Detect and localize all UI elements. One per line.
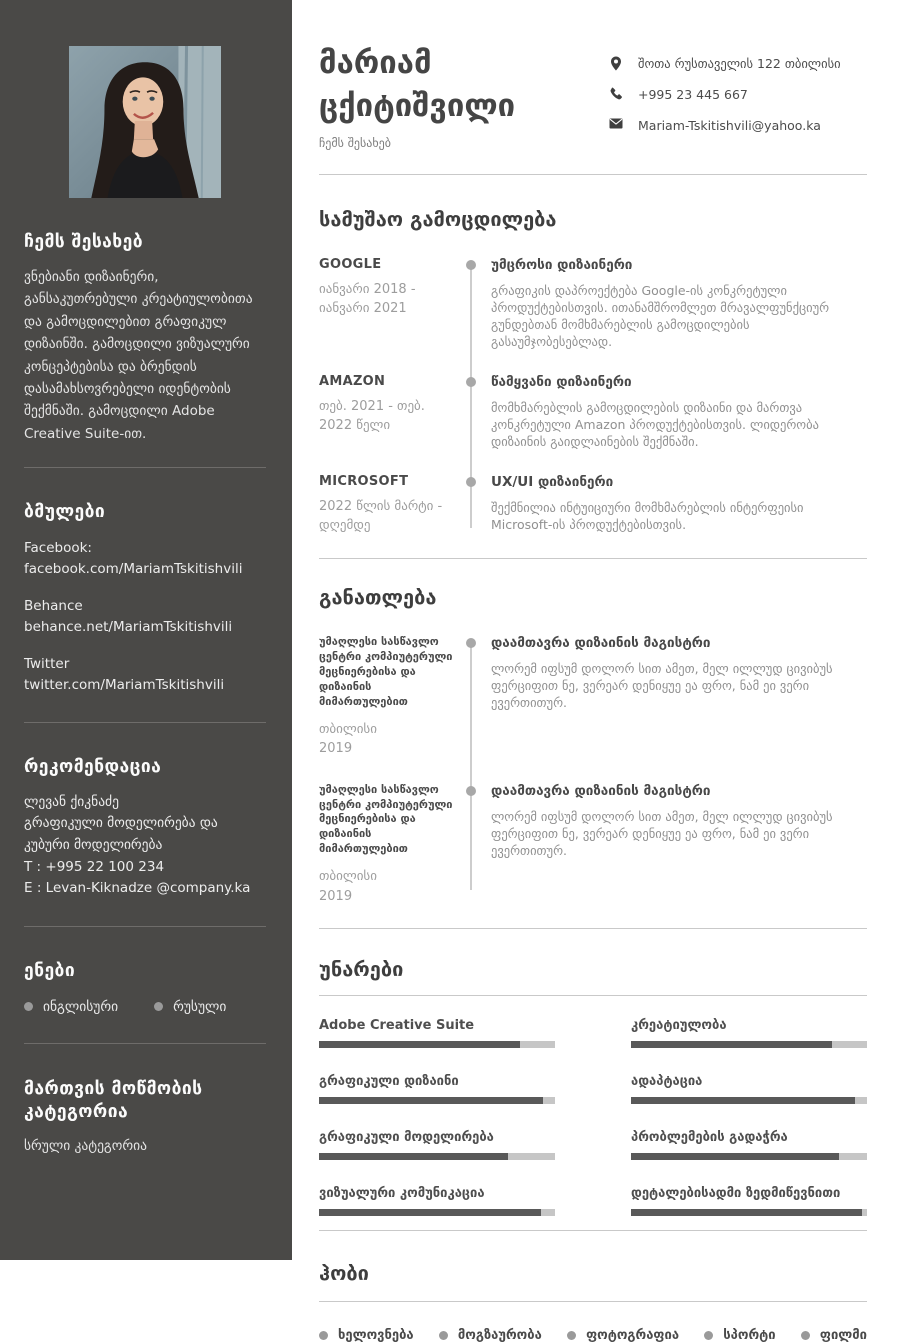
link-item-behance xyxy=(24,596,266,638)
bullet-icon xyxy=(801,1331,810,1340)
experience-entry xyxy=(319,257,867,350)
bullet-icon xyxy=(319,1331,328,1340)
section-divider xyxy=(319,1301,867,1302)
job-description: შექმნილია ინტუიციური მომხმარებლის ინტერფეისი Microsoft-ის პროდუქტებისთვის. xyxy=(491,499,804,532)
hobby-label: ფოტოგრაფია xyxy=(586,1328,680,1343)
timeline-dot-icon xyxy=(466,477,476,487)
languages-section xyxy=(24,961,266,1015)
section-divider xyxy=(319,558,867,559)
timeline-dot-icon xyxy=(466,786,476,796)
education-title: განათლება xyxy=(319,584,437,609)
bullet-icon xyxy=(154,1002,163,1011)
entry-dates: იანვარი 2018 - იანვარი 2021 xyxy=(319,281,416,317)
skills-title: უნარები xyxy=(319,957,404,982)
skill-item xyxy=(631,1074,867,1104)
institution-city: თბილისი xyxy=(319,721,377,737)
job-title: UX/UI დიზაინერი xyxy=(491,473,614,490)
company-name: MICROSOFT xyxy=(319,473,409,489)
contact-email[interactable]: Mariam-Tskitishvili@yahoo.ka xyxy=(638,118,821,133)
link-label: Behance xyxy=(24,598,83,615)
degree-description: ლორემ იფსუმ დოლორ სით ამეთ, მელ ილლუდ ცივიბუს ფერციფით ნე, ვერეარ დენიყუე ეა ფრო, ნამ ეი ვერი ევერთითურ. xyxy=(491,808,833,858)
hobby-item xyxy=(439,1328,542,1343)
links-title: ბმულები xyxy=(24,502,106,523)
bullet-icon xyxy=(24,1002,33,1011)
institution-year: 2019 xyxy=(319,888,353,904)
phone-icon xyxy=(609,87,623,101)
hobby-item xyxy=(704,1328,775,1343)
languages-title: ენები xyxy=(24,960,76,981)
section-divider xyxy=(319,1230,867,1231)
contact-address: შოთა რუსთაველის 122 თბილისი xyxy=(638,56,841,71)
timeline-dot-icon xyxy=(466,260,476,270)
skill-bar-fill xyxy=(319,1097,543,1104)
skills-section xyxy=(319,957,867,1216)
recommendation-title: რეკომენდაცია xyxy=(24,756,162,777)
skill-bar xyxy=(319,1097,555,1104)
main-content xyxy=(292,0,903,1343)
skill-bar-fill xyxy=(319,1041,520,1048)
contact-item-email xyxy=(609,118,867,133)
skill-item xyxy=(319,1074,555,1104)
institution-name: უმაღლესი სასწავლო ცენტრი კომპიუტერული მეცნიერებისა და დიზაინის მიმართულებით xyxy=(319,782,453,856)
skill-bar-fill xyxy=(631,1041,832,1048)
skill-bar xyxy=(319,1153,555,1160)
profile-photo xyxy=(69,46,221,198)
hobby-label: სპორტი xyxy=(723,1328,776,1343)
section-divider xyxy=(319,928,867,929)
experience-section xyxy=(319,207,867,536)
recommender-role: გრაფიკული მოდელირება და კუბური მოდელირება xyxy=(24,815,218,853)
skill-name: დეტალებისადმი ზედმიწევნითი xyxy=(631,1186,841,1202)
recommender-email: E : Levan-Kiknadze @company.ka xyxy=(24,880,251,897)
job-description: მომხმარებლის გამოცდილების დიზაინი და მართვა კონკრეტული Amazon პროდუქტებისთვის. ლიდერობა დიზაინის გაიდლაინების შექმნაში. xyxy=(491,399,819,449)
sidebar-divider xyxy=(24,722,266,723)
skills-grid xyxy=(319,1018,867,1216)
recommender-phone: T : +995 22 100 234 xyxy=(24,858,165,875)
sidebar-divider xyxy=(24,467,266,468)
link-url[interactable]: behance.net/MariamTskitishvili xyxy=(24,619,233,636)
skill-bar xyxy=(319,1041,555,1048)
company-name: AMAZON xyxy=(319,373,386,389)
skill-bar xyxy=(631,1209,867,1216)
license-title: მართვის მოწმობის კატეგორია xyxy=(24,1078,203,1123)
experience-entry xyxy=(319,474,867,536)
experience-entry xyxy=(319,374,867,450)
institution-location xyxy=(319,867,459,906)
skill-name: გრაფიკული მოდელირება xyxy=(319,1130,494,1146)
section-divider xyxy=(319,174,867,175)
link-url[interactable]: facebook.com/MariamTskitishvili xyxy=(24,561,243,578)
entry-dates: 2022 წლის მარტი - დღემდე xyxy=(319,498,443,534)
contact-phone: +995 23 445 667 xyxy=(638,87,748,102)
skill-name: ვიზუალური კომუნიკაცია xyxy=(319,1186,485,1202)
about-text: ვნებიანი დიზაინერი, განსაკუთრებული კრეატიულობითა და გამოცდილებით გრაფიკულ დიზაინში. გამოცდილი ვიზუალური კონცეპტებისა და ბრენდის დასამახსოვრებელი იდენტობის შექმნაში. გამოცდილი Adobe Creative Suite-ით. xyxy=(24,269,253,442)
skill-bar-fill xyxy=(631,1097,855,1104)
skill-item xyxy=(631,1018,867,1048)
bullet-icon xyxy=(704,1331,713,1340)
location-icon xyxy=(609,56,623,71)
sidebar xyxy=(0,0,292,1260)
section-divider xyxy=(319,995,867,996)
link-label: Twitter xyxy=(24,655,70,672)
skill-bar-fill xyxy=(319,1153,508,1160)
skill-item xyxy=(631,1130,867,1160)
experience-title: სამუშაო გამოცდილება xyxy=(319,206,557,231)
hobby-item xyxy=(801,1328,867,1343)
contact-item-address xyxy=(609,56,867,71)
institution-location xyxy=(319,720,459,759)
entry-dates: თებ. 2021 - თებ. 2022 წელი xyxy=(319,398,425,434)
bullet-icon xyxy=(439,1331,448,1340)
hobbies-section xyxy=(319,1261,867,1343)
full-name: მარიამ ცქიტიშვილი xyxy=(319,45,516,125)
skill-bar xyxy=(631,1041,867,1048)
skill-name: ადაპტაცია xyxy=(631,1074,703,1090)
degree-title: დაამთავრა დიზაინის მაგისტრი xyxy=(491,782,711,799)
skill-name: გრაფიკული დიზაინი xyxy=(319,1074,459,1090)
skill-item xyxy=(319,1186,555,1216)
hobby-item xyxy=(319,1328,414,1343)
education-entry xyxy=(319,783,867,907)
link-item-twitter xyxy=(24,654,266,696)
skill-bar-fill xyxy=(319,1209,541,1216)
skill-bar xyxy=(631,1153,867,1160)
skill-bar xyxy=(631,1097,867,1104)
recommendation-section xyxy=(24,757,266,900)
header-subtitle: ჩემს შესახებ xyxy=(319,135,391,150)
recommender-name: ლევან ქიკნაძე xyxy=(24,793,119,810)
institution-name: უმაღლესი სასწავლო ცენტრი კომპიუტერული მეცნიერებისა და დიზაინის მიმართულებით xyxy=(319,634,453,708)
contact-list xyxy=(609,56,867,150)
job-title: უმცროსი დიზაინერი xyxy=(491,256,633,273)
language-label: ინგლისური xyxy=(43,998,119,1015)
portrait-illustration xyxy=(69,46,221,198)
timeline-dot-icon xyxy=(466,638,476,648)
hobby-list xyxy=(319,1328,867,1343)
about-title: ჩემს შესახებ xyxy=(24,232,143,252)
license-value: სრული კატეგორია xyxy=(24,1138,147,1154)
bullet-icon xyxy=(567,1331,576,1340)
institution-year: 2019 xyxy=(319,741,353,757)
degree-description: ლორემ იფსუმ დოლორ სით ამეთ, მელ ილლუდ ცივიბუს ფერციფით ნე, ვერეარ დენიყუე ეა ფრო, ნამ ეი ვერი ევერთითურ. xyxy=(491,660,833,710)
header xyxy=(319,42,867,150)
skill-name: Adobe Creative Suite xyxy=(319,1018,475,1034)
education-timeline xyxy=(319,635,867,907)
timeline-dot-icon xyxy=(466,377,476,387)
job-description: გრაფიკის დაპროექტება Google-ის კონკრეტული პროდუქტებისთვის. ითანამშრომლეთ მრავალფუნქციურ გუნდებთან მომხმარებლის გამოცდილების გასაუმჯობესებლად. xyxy=(491,282,830,349)
email-icon xyxy=(609,118,623,129)
hobby-label: ხელოვნება xyxy=(338,1328,414,1343)
sidebar-divider xyxy=(24,1043,266,1044)
hobbies-title: ჰობი xyxy=(319,1261,369,1286)
language-item xyxy=(24,999,118,1015)
license-section xyxy=(24,1078,266,1154)
skill-bar xyxy=(319,1209,555,1216)
language-item xyxy=(154,999,226,1015)
education-entry xyxy=(319,635,867,759)
contact-item-phone xyxy=(609,87,867,102)
skill-bar-fill xyxy=(631,1153,839,1160)
skill-item xyxy=(631,1186,867,1216)
company-name: GOOGLE xyxy=(319,256,382,272)
skill-item xyxy=(319,1018,555,1048)
skill-bar-fill xyxy=(631,1209,862,1216)
degree-title: დაამთავრა დიზაინის მაგისტრი xyxy=(491,634,711,651)
links-section xyxy=(24,502,266,696)
skill-name: პრობლემების გადაჭრა xyxy=(631,1130,788,1146)
education-section xyxy=(319,585,867,907)
link-item-facebook xyxy=(24,538,266,580)
hobby-label: მოგზაურობა xyxy=(457,1328,542,1343)
hobby-label: ფილმი xyxy=(819,1328,867,1343)
link-label: Facebook: xyxy=(24,540,92,557)
skill-item xyxy=(319,1130,555,1160)
experience-timeline xyxy=(319,257,867,536)
job-title: წამყვანი დიზაინერი xyxy=(491,373,632,390)
about-section xyxy=(24,232,266,445)
skill-name: კრეატიულობა xyxy=(631,1018,727,1034)
language-label: რუსული xyxy=(173,998,227,1015)
institution-city: თბილისი xyxy=(319,869,377,885)
sidebar-divider xyxy=(24,926,266,927)
hobby-item xyxy=(567,1328,679,1343)
link-url[interactable]: twitter.com/MariamTskitishvili xyxy=(24,676,225,693)
